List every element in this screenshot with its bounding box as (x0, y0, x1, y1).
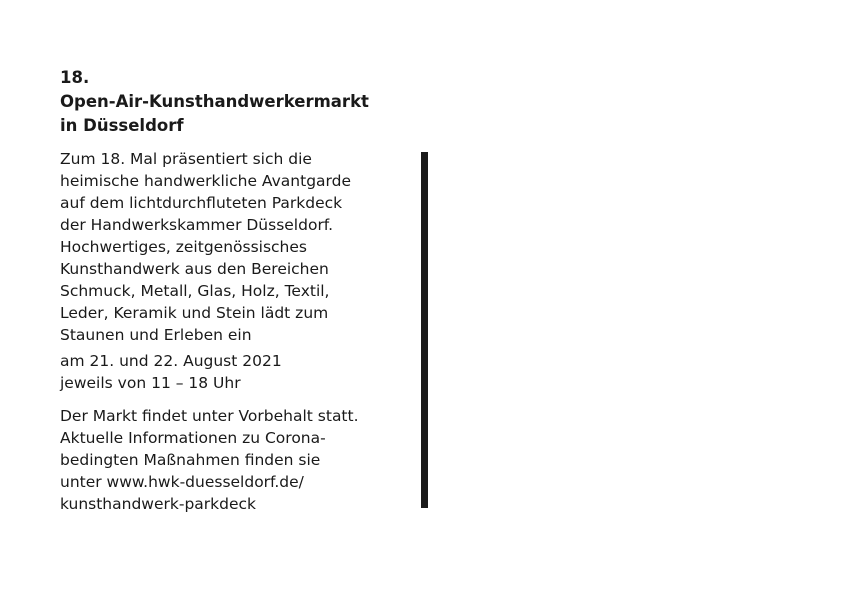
notice-line: Der Markt findet unter Vorbehalt statt. (60, 407, 359, 425)
title-line-name: Open-Air-Kunsthandwerkermarkt (60, 92, 369, 111)
notice-line: unter www.hwk-duesseldorf.de/ (60, 473, 304, 491)
vertical-divider (421, 152, 428, 508)
dates-paragraph (60, 350, 400, 394)
intro-line: Hochwertiges, zeitgenössisches (60, 238, 307, 256)
title-line-edition: 18. (60, 68, 90, 87)
intro-line: Kunsthandwerk aus den Bereichen (60, 260, 329, 278)
notice-paragraph (60, 405, 400, 515)
event-title (60, 66, 420, 138)
intro-line: der Handwerkskammer Düsseldorf. (60, 216, 334, 234)
dates-line: am 21. und 22. August 2021 (60, 352, 282, 370)
times-line: jeweils von 11 – 18 Uhr (60, 374, 241, 392)
notice-line: bedingten Maßnahmen finden sie (60, 451, 321, 469)
intro-line: heimische handwerkliche Avantgarde (60, 172, 352, 190)
intro-line: Staunen und Erleben ein (60, 326, 252, 344)
intro-line: auf dem lichtdurchfluteten Parkdeck (60, 194, 343, 212)
notice-line: kunsthandwerk-parkdeck (60, 495, 256, 513)
intro-line: Leder, Keramik und Stein lädt zum (60, 304, 329, 322)
intro-paragraph (60, 148, 400, 346)
intro-line: Schmuck, Metall, Glas, Holz, Textil, (60, 282, 330, 300)
intro-line: Zum 18. Mal präsentiert sich die (60, 150, 312, 168)
title-line-location: in Düsseldorf (60, 116, 184, 135)
notice-line: Aktuelle Informationen zu Corona- (60, 429, 326, 447)
